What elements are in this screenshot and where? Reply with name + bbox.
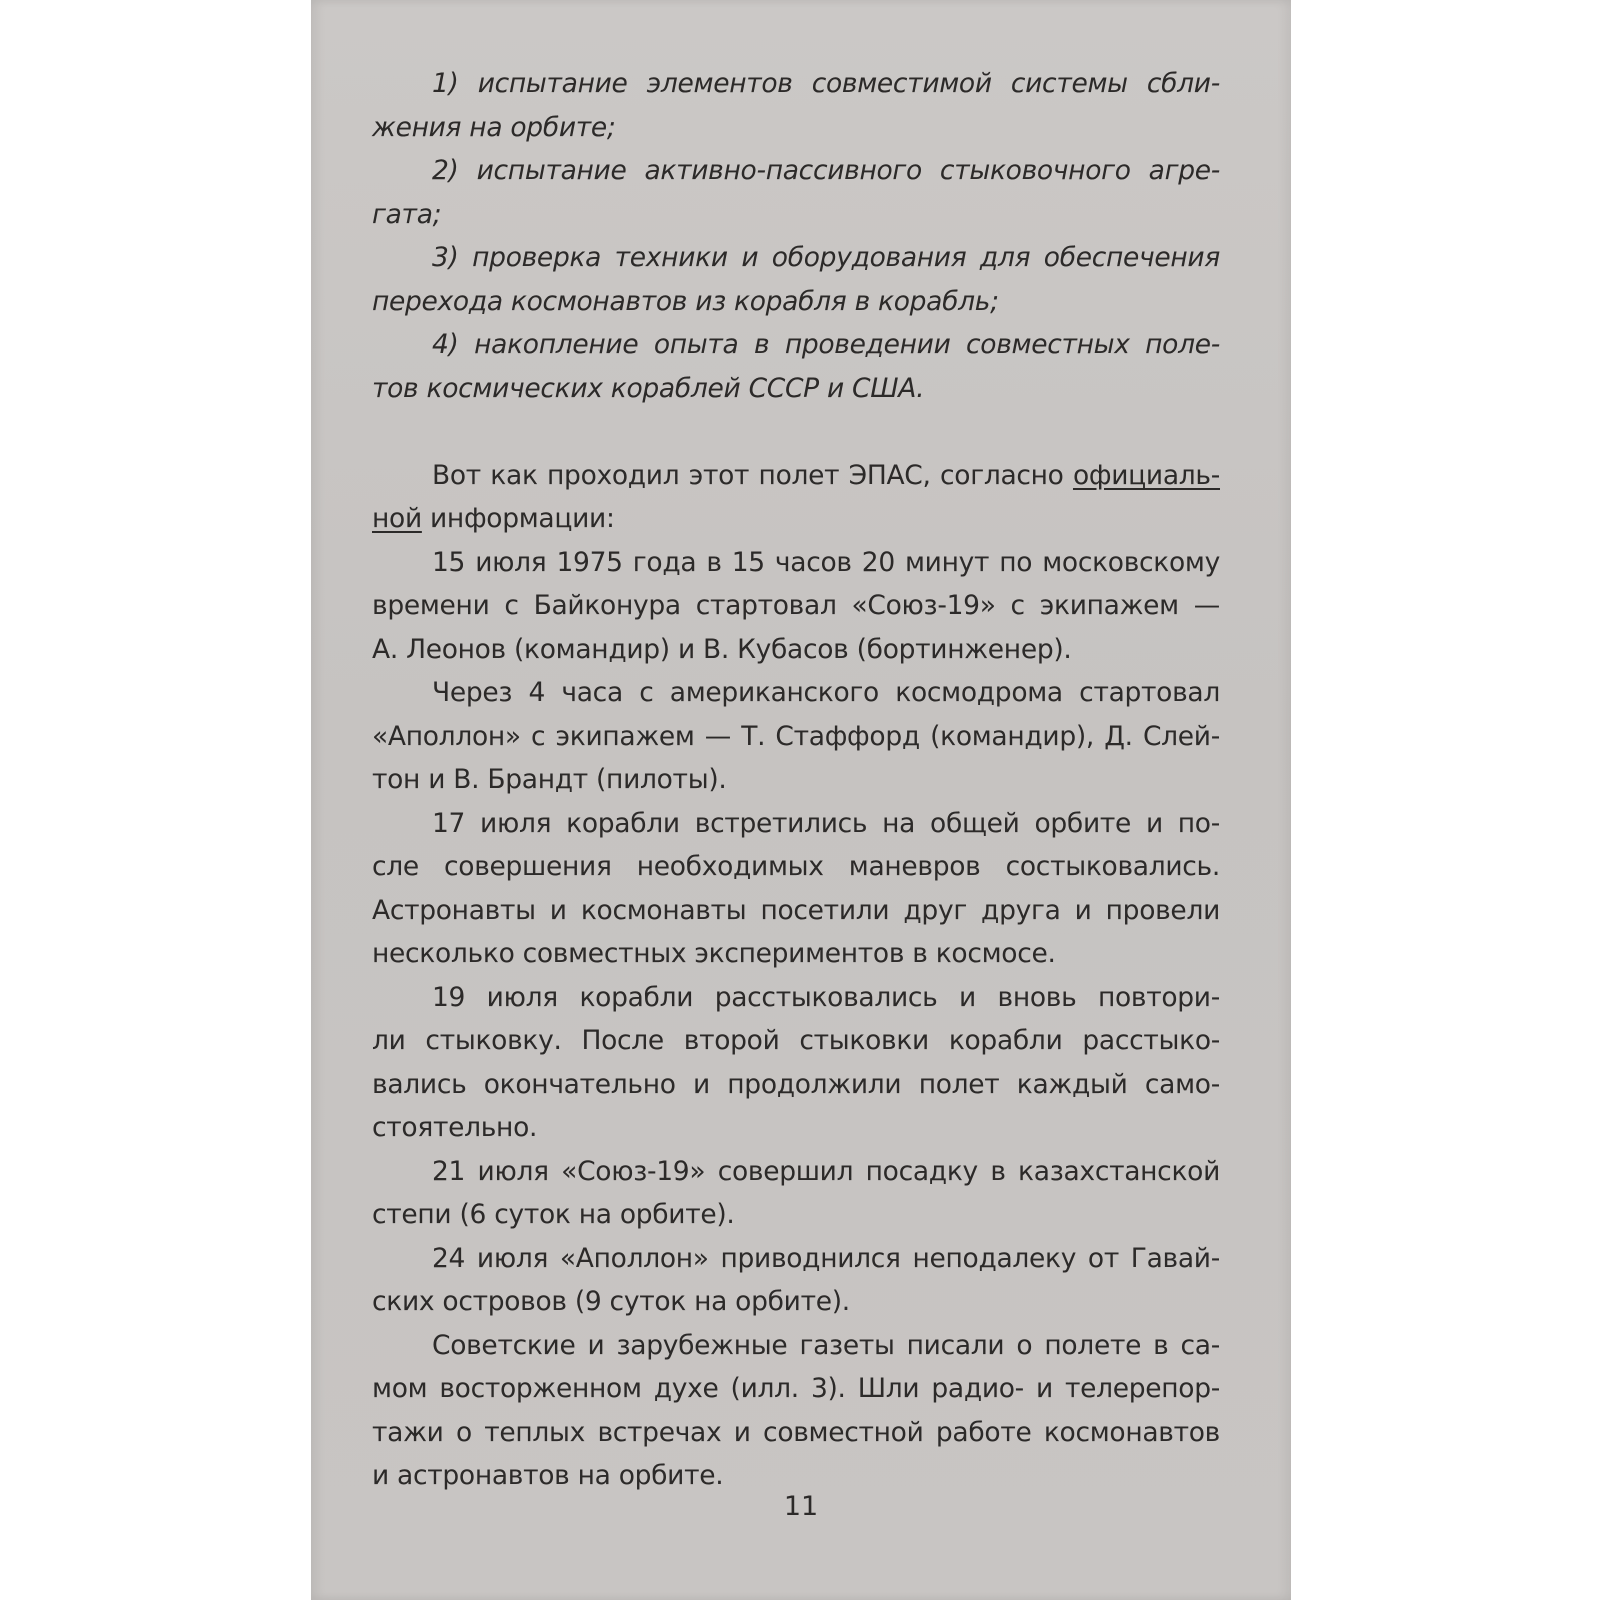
list-item-line: тов космических кораблей СССР и США. <box>372 372 925 404</box>
intro-text: Вот как проходил этот полет ЭПАС, согласно <box>432 459 1073 491</box>
paragraph-line: сле совершения необходимых маневров состыковались. <box>372 851 1220 882</box>
list-item-line: 1) испытание элементов совместимой системы сбли- <box>432 68 1220 99</box>
paragraph-line <box>372 454 1220 498</box>
list-item-line: жения на орбите; <box>372 111 616 143</box>
paragraph-line: Астронавты и космонавты посетили друг друга и провели <box>372 894 1220 926</box>
paragraph-line: Советские и зарубежные газеты писали о полете в са- <box>432 1329 1220 1361</box>
page-number: 11 <box>783 1491 819 1522</box>
paragraph <box>372 976 1220 1150</box>
intro-text: информации: <box>421 503 615 534</box>
paragraph <box>372 802 1220 976</box>
paragraph <box>372 1150 1220 1237</box>
paragraph-line: времени с Байконура стартовал «Союз-19» с экипажем — <box>372 590 1220 621</box>
list-item-line: 2) испытание активно-пассивного стыковочного агре- <box>432 155 1220 186</box>
paragraph-line: 24 июля «Аполлон» приводнился неподалеку от Гавай- <box>432 1242 1220 1274</box>
paragraph-line: и астронавтов на орбите. <box>372 1460 724 1491</box>
paragraph <box>372 1324 1220 1498</box>
paragraph-line: тажи о теплых встречах и совместной работе космонавтов <box>372 1416 1220 1448</box>
paragraph <box>372 541 1220 672</box>
list-item-line: 3) проверка техники и оборудования для обеспечения <box>432 242 1220 273</box>
paragraph-line <box>372 497 1220 541</box>
intro-paragraph <box>372 454 1220 541</box>
paragraph-line: степи (6 суток на орбите). <box>372 1199 735 1230</box>
objectives-list <box>372 62 1220 410</box>
paragraph-line: несколько совместных экспериментов в космосе. <box>372 938 1056 969</box>
paragraph-line: тон и В. Брандт (пилоты). <box>372 764 727 795</box>
paragraph-line: А. Леонов (командир) и В. Кубасов (бортинженер). <box>372 633 1072 665</box>
paragraph-line: Через 4 часа с американского космодрома стартовал <box>432 677 1220 708</box>
paragraph-line: 17 июля корабли встретились на общей орбите и по- <box>432 807 1220 839</box>
paragraph-line: 19 июля корабли расстыковались и вновь повтори- <box>432 981 1220 1013</box>
list-item-line: перехода космонавтов из корабля в корабль; <box>372 285 999 317</box>
paragraph-line: ских островов (9 суток на орбите). <box>372 1286 850 1317</box>
list-item-line: гата; <box>372 198 442 230</box>
page-text <box>372 62 1220 1498</box>
paragraph-line: вались окончательно и продолжили полет каждый само- <box>372 1068 1220 1100</box>
underlined-word: официаль- <box>1072 459 1220 491</box>
book-page <box>311 0 1291 1600</box>
paragraph-line: 21 июля «Союз-19» совершил посадку в казахстанской <box>432 1155 1220 1187</box>
paragraph-line: 15 июля 1975 года в 15 часов 20 минут по московскому <box>432 546 1220 578</box>
paragraph-line: стоятельно. <box>372 1112 538 1143</box>
underlined-word: ной <box>372 503 422 534</box>
paragraph-line: «Аполлон» с экипажем — Т. Стаффорд (командир), Д. Слей- <box>372 720 1220 752</box>
paragraph-line: ли стыковку. После второй стыковки корабли расстыко- <box>372 1025 1220 1056</box>
paragraph-line: мом восторженном духе (илл. 3). Шли радио- и телерепор- <box>372 1373 1220 1404</box>
paragraph <box>372 671 1220 802</box>
paragraph <box>372 1237 1220 1324</box>
list-item-line: 4) накопление опыта в проведении совместных поле- <box>432 329 1220 360</box>
paragraph-gap <box>372 410 1220 454</box>
